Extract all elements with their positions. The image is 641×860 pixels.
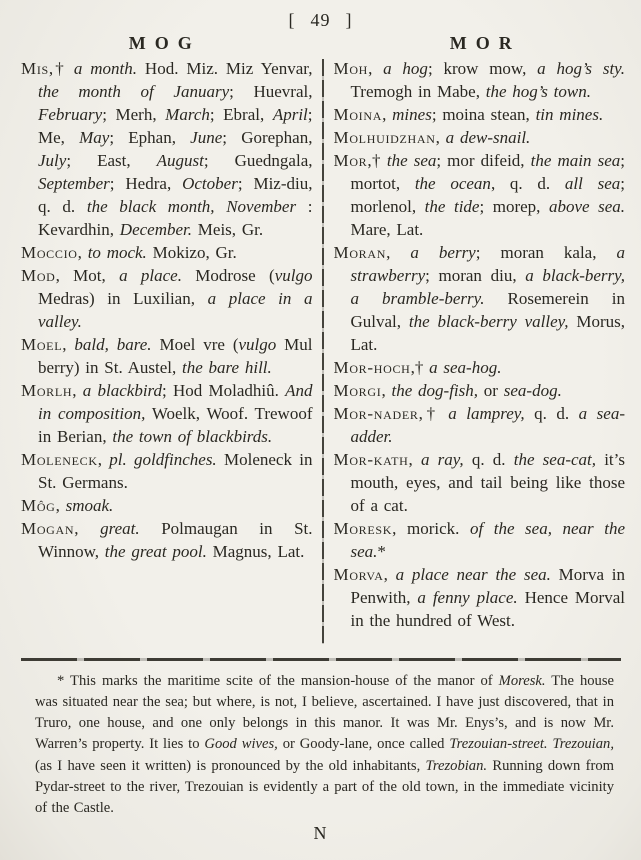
dictionary-entry: [21, 379, 313, 448]
text-run: a ray,: [420, 450, 464, 469]
text-run: ,: [381, 381, 392, 400]
footnote-text: [35, 671, 614, 820]
dictionary-entry: [21, 494, 313, 517]
text-run: ; moran kala,: [475, 243, 617, 262]
text-run: sea-dog.: [503, 381, 562, 400]
text-run: a sea-adder.: [350, 404, 625, 446]
dictionary-entry: [334, 103, 626, 126]
headword: Moh: [333, 59, 369, 78]
text-run: , q. d.: [490, 174, 565, 193]
page-number-bracket-close: ]: [345, 10, 353, 30]
text-run: all sea: [564, 174, 621, 193]
text-run: the black month, November: [86, 197, 297, 216]
headword: Moleneck: [21, 450, 98, 469]
text-run: *: [377, 542, 386, 561]
text-run: Hod. Miz. Miz Yenvar,: [137, 59, 313, 78]
text-run: vulgo: [274, 266, 313, 285]
footnote-rule: [21, 658, 621, 661]
text-run: the hog’s town.: [485, 82, 591, 101]
text-run: the black-berry valley,: [408, 312, 569, 331]
text-run: or Goody-lane, once called: [277, 736, 450, 753]
headword: Mogan: [21, 519, 75, 538]
text-run: December.: [119, 220, 193, 239]
text-run: The house was situated near the sea; but where, is not, I believe, ascertained. I have just discovered, that in Truro, one house, and one only belongs in this manor. It was Mr. Enys’s, and is now Mr. Warren’s property. It lies to: [35, 672, 615, 753]
text-run: vulgo: [238, 335, 277, 354]
text-run: ,: [72, 381, 83, 400]
text-run: a place.: [119, 266, 182, 285]
text-run: a sea-hog.: [429, 358, 502, 377]
text-run: July: [38, 151, 67, 170]
text-run: Tremogh in Mabe,: [350, 82, 486, 101]
headword: Mor-nader: [333, 404, 419, 423]
text-run: ,: [386, 243, 411, 262]
text-run: smoak.: [65, 496, 114, 515]
dictionary-entry: [334, 57, 626, 103]
headword: Moccio: [21, 243, 78, 262]
text-run: ; Merh,: [102, 105, 166, 124]
text-run: ,: [383, 565, 396, 584]
text-run: tin mines.: [535, 105, 604, 124]
dictionary-entry: [334, 448, 626, 517]
signature-mark: N: [313, 822, 328, 843]
text-run: ; moran diu,: [425, 266, 526, 285]
text-run: ; morep,: [479, 197, 549, 216]
text-run: the tide: [424, 197, 480, 216]
text-run: ; Gorephan,: [222, 128, 313, 147]
text-run: a lamprey,: [448, 404, 525, 423]
text-run: March: [165, 105, 210, 124]
text-run: ; Guedngala,: [203, 151, 313, 170]
text-run: Moel vre (: [151, 335, 239, 354]
text-run: q. d.: [524, 404, 579, 423]
dictionary-entry: [334, 149, 626, 241]
dictionary-entry: [334, 126, 626, 149]
text-run: a hog: [383, 59, 428, 78]
text-run: , morick.: [392, 519, 470, 538]
page-number: 49: [310, 10, 331, 30]
headword: Moresk: [333, 519, 393, 538]
text-run: February: [38, 105, 103, 124]
text-run: the dog-fish,: [391, 381, 479, 400]
text-run: ; Miz-diu, q. d.: [38, 174, 313, 216]
text-run: Medras) in Luxilian,: [38, 289, 208, 308]
text-run: a blackbird: [82, 381, 163, 400]
text-run: mines: [392, 105, 432, 124]
text-run: Trezobian.: [425, 757, 488, 774]
text-run: ; Huevral,: [229, 82, 313, 101]
headword: Moel: [21, 335, 63, 354]
text-run: ; mor difeid,: [436, 151, 531, 170]
headword: Morlh: [21, 381, 73, 400]
text-run: Moleneck in St. Germans.: [38, 450, 313, 492]
running-heads: [0, 32, 641, 54]
text-run: ; mortot,: [350, 151, 625, 193]
headword: Mor-kath: [333, 450, 409, 469]
text-run: ; krow mow,: [427, 59, 538, 78]
text-run: September: [38, 174, 110, 193]
text-run: a berry: [410, 243, 476, 262]
headword: Mor-hoch: [333, 358, 411, 377]
text-run: Trezouian,: [552, 736, 614, 753]
text-run: Meis, Gr.: [192, 220, 264, 239]
text-run: ,: [435, 128, 446, 147]
text-run: April: [272, 105, 308, 124]
running-head-left: MOG: [128, 33, 201, 53]
text-run: a hog’s sty.: [537, 59, 625, 78]
text-run: Mare, Lat.: [350, 220, 424, 239]
text-run: bald, bare.: [74, 335, 152, 354]
text-run: ; Me,: [38, 105, 313, 147]
text-run: ; Ebral,: [209, 105, 273, 124]
dictionary-entry: [21, 57, 313, 241]
dictionary-entry: [21, 333, 313, 379]
text-run: (as I have seen it written) is pronounced by the old inhabitants,: [35, 757, 426, 774]
text-run: Good wives,: [204, 736, 278, 753]
dictionary-column-right: [334, 57, 626, 648]
text-run: Mokizo, Gr.: [146, 243, 237, 262]
text-run: ,†: [418, 404, 449, 423]
text-run: the ocean: [414, 174, 491, 193]
text-run: Rosemerein in Gulval,: [350, 289, 625, 331]
text-run: ,: [77, 243, 88, 262]
text-run: ,†: [410, 358, 430, 377]
headword: Morva: [333, 565, 384, 584]
dictionary-entry: [334, 356, 626, 379]
text-run: of the sea, near the sea.: [350, 519, 625, 561]
dictionary-entry: [21, 517, 313, 563]
column-divider-rule: [322, 59, 324, 644]
text-run: ; East,: [66, 151, 157, 170]
dictionary-entry: [334, 241, 626, 356]
text-run: a place in a valley.: [38, 289, 313, 331]
text-run: the town of blackbirds.: [112, 427, 273, 446]
text-run: Polmaugan in St. Winnow,: [38, 519, 313, 561]
text-run: ,: [408, 450, 421, 469]
text-run: ,: [55, 496, 66, 515]
text-run: Running down from Pydar-street to the river, Trezouian is evidently a part of the old town, in the immediate vicinity of the Castle.: [35, 757, 614, 817]
headword: Morgi: [333, 381, 382, 400]
dictionary-entry: [334, 379, 626, 402]
text-run: Morus, Lat.: [350, 312, 625, 354]
headword: Môg: [21, 496, 56, 515]
text-run: the great pool.: [104, 542, 207, 561]
text-run: ,: [368, 59, 384, 78]
text-run: the month of January: [38, 82, 230, 101]
running-head-right: MOR: [449, 33, 521, 53]
text-run: Hence Morval in the hundred of West.: [350, 588, 625, 630]
text-run: Woelk, Woof. Trewoof in Berian,: [38, 404, 313, 446]
text-run: ,: [62, 335, 75, 354]
text-run: August: [156, 151, 204, 170]
headword: Mor: [333, 151, 368, 170]
text-run: Modrose (: [181, 266, 275, 285]
text-run: ; moina stean,: [431, 105, 536, 124]
text-run: above sea.: [548, 197, 625, 216]
text-run: ,†: [48, 59, 74, 78]
text-run: And in composition,: [38, 381, 313, 423]
text-run: ,: [382, 105, 393, 124]
text-run: May: [79, 128, 110, 147]
text-run: q. d.: [463, 450, 514, 469]
page-number-bracket-open: [: [288, 10, 296, 30]
headword: Molhuidzhan: [333, 128, 436, 147]
text-run: great.: [100, 519, 140, 538]
text-run: the sea-cat,: [513, 450, 597, 469]
text-run: Magnus, Lat.: [206, 542, 305, 561]
text-run: ; morlenol,: [350, 174, 625, 216]
dictionary-entry: [334, 517, 626, 563]
page-header: [0, 0, 641, 31]
text-run: ; Hedra,: [109, 174, 183, 193]
dictionary-entry: [334, 402, 626, 448]
text-run: , Mot,: [55, 266, 120, 285]
text-run: the sea: [386, 151, 437, 170]
text-run: Moresk.: [498, 672, 546, 689]
dictionary-entry: [21, 448, 313, 494]
text-run: ,: [97, 450, 110, 469]
text-run: ; Ephan,: [109, 128, 191, 147]
text-run: or: [478, 381, 504, 400]
text-run: Mul berry) in St. Austel,: [38, 335, 313, 377]
headword: Moina: [333, 105, 383, 124]
dictionary-columns: [0, 54, 641, 648]
text-run: the main sea: [530, 151, 621, 170]
headword: Moran: [333, 243, 387, 262]
text-run: the bare hill.: [182, 358, 272, 377]
text-run: : Kevardhin,: [38, 197, 313, 239]
text-run: it’s mouth, eyes, and tail being like those of a cat.: [350, 450, 625, 515]
dictionary-column-left: [21, 57, 313, 648]
text-run: Morva in Penwith,: [350, 565, 625, 607]
dictionary-entry: [21, 241, 313, 264]
text-run: a place near the sea.: [395, 565, 551, 584]
text-run: a black-berry, a bramble-berry.: [350, 266, 625, 308]
text-run: October: [182, 174, 238, 193]
text-run: ; Hod Moladhiû.: [162, 381, 286, 400]
text-run: Trezouian-street.: [449, 736, 548, 753]
text-run: a month.: [73, 59, 138, 78]
text-run: ,†: [367, 151, 387, 170]
text-run: ,: [74, 519, 101, 538]
headword: Mis: [21, 59, 49, 78]
text-run: a dew-snail.: [445, 128, 531, 147]
dictionary-entry: [334, 563, 626, 632]
text-run: pl. goldfinches.: [109, 450, 217, 469]
dictionary-entry: [21, 264, 313, 333]
text-run: June: [190, 128, 223, 147]
text-run: * This marks the maritime scite of the mansion-house of the manor of: [57, 672, 499, 689]
text-run: a strawberry: [350, 243, 625, 285]
headword: Mod: [21, 266, 56, 285]
text-run: to mock.: [87, 243, 147, 262]
text-run: a fenny place.: [417, 588, 518, 607]
